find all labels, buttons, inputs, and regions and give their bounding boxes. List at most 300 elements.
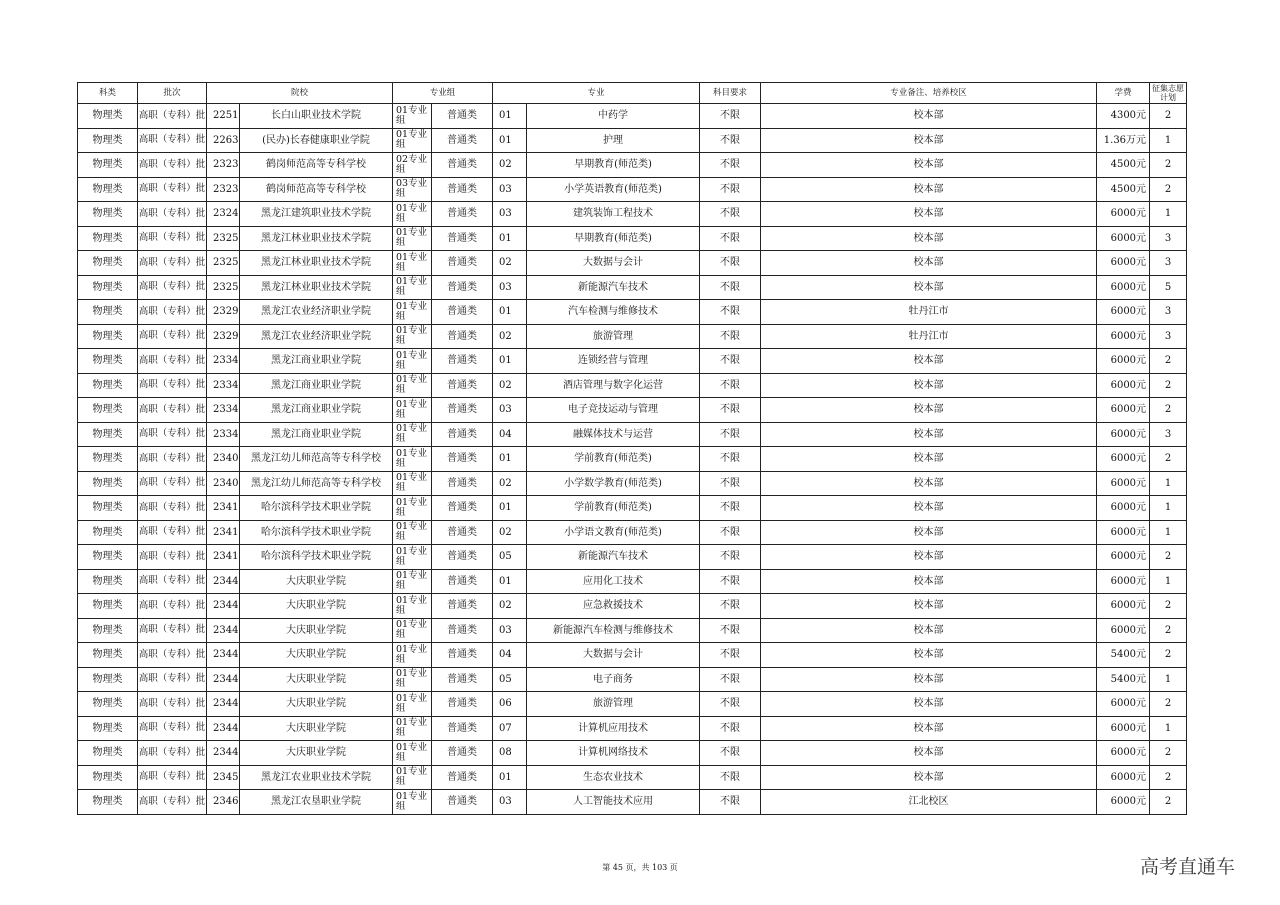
cell-subject-requirement: 不限 (700, 741, 761, 766)
table-row (78, 128, 1187, 153)
table-row (78, 373, 1187, 398)
cell-school-name: 黑龙江农垦职业学院 (240, 790, 393, 815)
cell-major-name: 计算机网络技术 (527, 741, 700, 766)
cell-subject: 物理类 (78, 569, 138, 594)
cell-subject: 物理类 (78, 226, 138, 251)
cell-major-name: 电子竞技运动与管理 (527, 398, 700, 423)
cell-fee: 6000元 (1097, 765, 1150, 790)
cell-fee: 4500元 (1097, 177, 1150, 202)
cell-plan: 3 (1150, 422, 1187, 447)
cell-group-type: 普通类 (432, 324, 493, 349)
cell-group: 01专业组 (393, 594, 432, 619)
cell-school-name: 大庆职业学院 (240, 594, 393, 619)
cell-major-code: 02 (493, 520, 527, 545)
table-row (78, 545, 1187, 570)
cell-school-name: 哈尔滨科学技术职业学院 (240, 496, 393, 521)
cell-major-name: 建筑装饰工程技术 (527, 202, 700, 227)
table-row (78, 790, 1187, 815)
cell-plan: 1 (1150, 496, 1187, 521)
cell-major-name: 旅游管理 (527, 324, 700, 349)
cell-fee: 6000元 (1097, 251, 1150, 276)
cell-plan: 5 (1150, 275, 1187, 300)
table-row (78, 692, 1187, 717)
cell-school-code: 2346 (207, 790, 240, 815)
cell-school-code: 2323 (207, 177, 240, 202)
cell-major-code: 01 (493, 496, 527, 521)
table-row (78, 153, 1187, 178)
cell-batch: 高职（专科）批 (138, 153, 207, 178)
cell-school-code: 2263 (207, 128, 240, 153)
cell-subject: 物理类 (78, 471, 138, 496)
cell-subject-requirement: 不限 (700, 520, 761, 545)
cell-school-code: 2324 (207, 202, 240, 227)
cell-major-code: 05 (493, 545, 527, 570)
cell-school-name: 黑龙江农业经济职业学院 (240, 300, 393, 325)
cell-subject-requirement: 不限 (700, 447, 761, 472)
cell-group: 01专业组 (393, 373, 432, 398)
header-group: 专业组 (393, 83, 493, 104)
cell-subject: 物理类 (78, 373, 138, 398)
cell-major-name: 小学数学教育(师范类) (527, 471, 700, 496)
cell-major-code: 01 (493, 128, 527, 153)
cell-batch: 高职（专科）批 (138, 667, 207, 692)
cell-school-name: 大庆职业学院 (240, 716, 393, 741)
cell-group-type: 普通类 (432, 643, 493, 668)
cell-subject: 物理类 (78, 177, 138, 202)
cell-note: 校本部 (761, 692, 1097, 717)
cell-group-type: 普通类 (432, 594, 493, 619)
cell-plan: 2 (1150, 643, 1187, 668)
cell-batch: 高职（专科）批 (138, 741, 207, 766)
cell-school-name: 黑龙江幼儿师范高等专科学校 (240, 471, 393, 496)
cell-note: 校本部 (761, 545, 1097, 570)
cell-school-name: 黑龙江农业职业技术学院 (240, 765, 393, 790)
cell-plan: 2 (1150, 447, 1187, 472)
cell-subject-requirement: 不限 (700, 545, 761, 570)
cell-plan: 2 (1150, 104, 1187, 129)
cell-major-code: 01 (493, 447, 527, 472)
cell-school-code: 2341 (207, 520, 240, 545)
cell-batch: 高职（专科）批 (138, 275, 207, 300)
cell-batch: 高职（专科）批 (138, 643, 207, 668)
cell-group: 02专业组 (393, 153, 432, 178)
cell-subject-requirement: 不限 (700, 667, 761, 692)
cell-group: 01专业组 (393, 447, 432, 472)
cell-school-name: 大庆职业学院 (240, 692, 393, 717)
cell-subject: 物理类 (78, 202, 138, 227)
cell-subject: 物理类 (78, 398, 138, 423)
cell-fee: 1.36万元 (1097, 128, 1150, 153)
table-row (78, 643, 1187, 668)
cell-fee: 6000元 (1097, 594, 1150, 619)
cell-major-code: 02 (493, 471, 527, 496)
cell-school-code: 2345 (207, 765, 240, 790)
cell-school-code: 2323 (207, 153, 240, 178)
cell-subject-requirement: 不限 (700, 716, 761, 741)
cell-group-type: 普通类 (432, 398, 493, 423)
table-row (78, 104, 1187, 129)
cell-school-code: 2344 (207, 594, 240, 619)
cell-batch: 高职（专科）批 (138, 765, 207, 790)
cell-school-code: 2334 (207, 422, 240, 447)
cell-group-type: 普通类 (432, 153, 493, 178)
cell-batch: 高职（专科）批 (138, 349, 207, 374)
cell-note: 校本部 (761, 128, 1097, 153)
cell-note: 校本部 (761, 716, 1097, 741)
cell-note: 校本部 (761, 275, 1097, 300)
cell-school-code: 2341 (207, 496, 240, 521)
cell-major-name: 护理 (527, 128, 700, 153)
cell-batch: 高职（专科）批 (138, 471, 207, 496)
cell-major-code: 01 (493, 300, 527, 325)
cell-major-name: 大数据与会计 (527, 643, 700, 668)
cell-school-code: 2334 (207, 373, 240, 398)
cell-major-name: 应用化工技术 (527, 569, 700, 594)
cell-group: 01专业组 (393, 324, 432, 349)
cell-fee: 6000元 (1097, 324, 1150, 349)
cell-group: 01专业组 (393, 275, 432, 300)
cell-school-name: 哈尔滨科学技术职业学院 (240, 520, 393, 545)
cell-fee: 6000元 (1097, 447, 1150, 472)
cell-plan: 3 (1150, 300, 1187, 325)
cell-batch: 高职（专科）批 (138, 128, 207, 153)
cell-school-code: 2325 (207, 251, 240, 276)
cell-group-type: 普通类 (432, 422, 493, 447)
cell-major-code: 01 (493, 349, 527, 374)
cell-note: 牡丹江市 (761, 324, 1097, 349)
cell-batch: 高职（专科）批 (138, 790, 207, 815)
cell-fee: 5400元 (1097, 667, 1150, 692)
cell-note: 牡丹江市 (761, 300, 1097, 325)
cell-batch: 高职（专科）批 (138, 594, 207, 619)
cell-fee: 4500元 (1097, 153, 1150, 178)
cell-fee: 6000元 (1097, 545, 1150, 570)
cell-group-type: 普通类 (432, 128, 493, 153)
cell-plan: 3 (1150, 251, 1187, 276)
cell-plan: 1 (1150, 569, 1187, 594)
cell-major-name: 小学英语教育(师范类) (527, 177, 700, 202)
cell-subject: 物理类 (78, 496, 138, 521)
cell-subject-requirement: 不限 (700, 349, 761, 374)
cell-subject: 物理类 (78, 153, 138, 178)
cell-fee: 6000元 (1097, 202, 1150, 227)
cell-batch: 高职（专科）批 (138, 177, 207, 202)
cell-subject: 物理类 (78, 349, 138, 374)
cell-subject-requirement: 不限 (700, 128, 761, 153)
cell-group-type: 普通类 (432, 349, 493, 374)
cell-note: 校本部 (761, 667, 1097, 692)
cell-school-name: 黑龙江林业职业技术学院 (240, 275, 393, 300)
cell-school-name: 黑龙江商业职业学院 (240, 422, 393, 447)
cell-school-code: 2334 (207, 398, 240, 423)
admission-plan-table (77, 82, 1187, 815)
table-row (78, 496, 1187, 521)
header-school: 院校 (207, 83, 393, 104)
cell-major-code: 01 (493, 765, 527, 790)
cell-subject-requirement: 不限 (700, 496, 761, 521)
cell-batch: 高职（专科）批 (138, 251, 207, 276)
cell-note: 校本部 (761, 765, 1097, 790)
cell-subject-requirement: 不限 (700, 790, 761, 815)
cell-school-name: 大庆职业学院 (240, 643, 393, 668)
cell-fee: 6000元 (1097, 422, 1150, 447)
cell-school-code: 2325 (207, 226, 240, 251)
cell-group: 01专业组 (393, 545, 432, 570)
cell-major-name: 生态农业技术 (527, 765, 700, 790)
cell-group: 01专业组 (393, 790, 432, 815)
cell-group: 01专业组 (393, 202, 432, 227)
cell-fee: 6000元 (1097, 373, 1150, 398)
cell-group: 01专业组 (393, 398, 432, 423)
cell-group: 01专业组 (393, 741, 432, 766)
cell-school-name: 黑龙江林业职业技术学院 (240, 251, 393, 276)
cell-subject: 物理类 (78, 643, 138, 668)
cell-note: 校本部 (761, 177, 1097, 202)
cell-plan: 3 (1150, 226, 1187, 251)
table-row (78, 765, 1187, 790)
cell-subject: 物理类 (78, 545, 138, 570)
cell-batch: 高职（专科）批 (138, 618, 207, 643)
cell-group-type: 普通类 (432, 202, 493, 227)
cell-subject-requirement: 不限 (700, 226, 761, 251)
cell-major-code: 07 (493, 716, 527, 741)
cell-group-type: 普通类 (432, 765, 493, 790)
cell-subject-requirement: 不限 (700, 594, 761, 619)
cell-subject: 物理类 (78, 520, 138, 545)
cell-major-name: 应急救援技术 (527, 594, 700, 619)
cell-subject-requirement: 不限 (700, 104, 761, 129)
cell-plan: 2 (1150, 618, 1187, 643)
cell-note: 校本部 (761, 594, 1097, 619)
cell-major-code: 03 (493, 275, 527, 300)
cell-school-name: 黑龙江建筑职业技术学院 (240, 202, 393, 227)
cell-subject-requirement: 不限 (700, 398, 761, 423)
cell-major-code: 08 (493, 741, 527, 766)
cell-note: 校本部 (761, 447, 1097, 472)
cell-note: 校本部 (761, 226, 1097, 251)
cell-subject: 物理类 (78, 128, 138, 153)
cell-major-code: 03 (493, 618, 527, 643)
cell-batch: 高职（专科）批 (138, 496, 207, 521)
cell-plan: 2 (1150, 765, 1187, 790)
cell-group-type: 普通类 (432, 251, 493, 276)
cell-group-type: 普通类 (432, 471, 493, 496)
cell-major-name: 学前教育(师范类) (527, 447, 700, 472)
cell-school-code: 2340 (207, 471, 240, 496)
cell-note: 校本部 (761, 520, 1097, 545)
cell-plan: 1 (1150, 520, 1187, 545)
cell-batch: 高职（专科）批 (138, 324, 207, 349)
cell-subject-requirement: 不限 (700, 373, 761, 398)
cell-major-code: 02 (493, 324, 527, 349)
cell-school-code: 2344 (207, 618, 240, 643)
cell-group-type: 普通类 (432, 692, 493, 717)
cell-note: 校本部 (761, 618, 1097, 643)
cell-major-name: 人工智能技术应用 (527, 790, 700, 815)
cell-group-type: 普通类 (432, 520, 493, 545)
cell-subject: 物理类 (78, 716, 138, 741)
cell-school-code: 2344 (207, 643, 240, 668)
cell-fee: 6000元 (1097, 471, 1150, 496)
cell-school-name: 大庆职业学院 (240, 667, 393, 692)
cell-plan: 3 (1150, 324, 1187, 349)
cell-school-name: 鹤岗师范高等专科学校 (240, 177, 393, 202)
cell-fee: 6000元 (1097, 300, 1150, 325)
table-row (78, 422, 1187, 447)
cell-fee: 6000元 (1097, 275, 1150, 300)
cell-major-name: 新能源汽车技术 (527, 275, 700, 300)
cell-major-name: 大数据与会计 (527, 251, 700, 276)
cell-school-code: 2344 (207, 716, 240, 741)
table-row (78, 398, 1187, 423)
cell-group-type: 普通类 (432, 790, 493, 815)
table-row (78, 471, 1187, 496)
table-row (78, 177, 1187, 202)
cell-fee: 6000元 (1097, 716, 1150, 741)
cell-school-name: (民办)长春健康职业学院 (240, 128, 393, 153)
cell-subject-requirement: 不限 (700, 153, 761, 178)
table-row (78, 667, 1187, 692)
cell-fee: 6000元 (1097, 520, 1150, 545)
cell-school-code: 2251 (207, 104, 240, 129)
cell-school-name: 黑龙江幼儿师范高等专科学校 (240, 447, 393, 472)
cell-note: 校本部 (761, 471, 1097, 496)
cell-note: 校本部 (761, 569, 1097, 594)
watermark-logo-text: 高考直通车 (1140, 856, 1236, 878)
cell-subject-requirement: 不限 (700, 324, 761, 349)
cell-school-name: 黑龙江林业职业技术学院 (240, 226, 393, 251)
cell-subject-requirement: 不限 (700, 202, 761, 227)
table-row (78, 349, 1187, 374)
cell-fee: 6000元 (1097, 692, 1150, 717)
table-row (78, 741, 1187, 766)
cell-subject: 物理类 (78, 594, 138, 619)
cell-school-name: 大庆职业学院 (240, 741, 393, 766)
cell-major-name: 酒店管理与数字化运营 (527, 373, 700, 398)
cell-school-code: 2344 (207, 569, 240, 594)
cell-major-code: 03 (493, 790, 527, 815)
cell-major-code: 06 (493, 692, 527, 717)
cell-fee: 6000元 (1097, 618, 1150, 643)
cell-plan: 2 (1150, 177, 1187, 202)
cell-subject: 物理类 (78, 765, 138, 790)
cell-group: 01专业组 (393, 128, 432, 153)
cell-group: 01专业组 (393, 226, 432, 251)
cell-plan: 2 (1150, 692, 1187, 717)
table-row (78, 226, 1187, 251)
table-row (78, 251, 1187, 276)
cell-batch: 高职（专科）批 (138, 692, 207, 717)
cell-subject-requirement: 不限 (700, 643, 761, 668)
cell-plan: 2 (1150, 373, 1187, 398)
cell-subject: 物理类 (78, 618, 138, 643)
cell-subject-requirement: 不限 (700, 300, 761, 325)
cell-major-name: 中药学 (527, 104, 700, 129)
cell-subject-requirement: 不限 (700, 251, 761, 276)
cell-group-type: 普通类 (432, 545, 493, 570)
cell-subject-requirement: 不限 (700, 569, 761, 594)
cell-school-code: 2344 (207, 741, 240, 766)
header-plan: 征集志愿计划 (1150, 83, 1187, 104)
cell-note: 校本部 (761, 643, 1097, 668)
cell-fee: 6000元 (1097, 741, 1150, 766)
cell-batch: 高职（专科）批 (138, 422, 207, 447)
cell-major-code: 03 (493, 177, 527, 202)
cell-major-code: 02 (493, 373, 527, 398)
table-row (78, 520, 1187, 545)
cell-major-code: 02 (493, 251, 527, 276)
cell-fee: 4300元 (1097, 104, 1150, 129)
cell-major-code: 04 (493, 422, 527, 447)
cell-school-name: 长白山职业技术学院 (240, 104, 393, 129)
cell-major-name: 小学语文教育(师范类) (527, 520, 700, 545)
cell-school-name: 黑龙江商业职业学院 (240, 398, 393, 423)
cell-major-code: 05 (493, 667, 527, 692)
cell-major-name: 新能源汽车检测与维修技术 (527, 618, 700, 643)
cell-major-name: 学前教育(师范类) (527, 496, 700, 521)
table-row (78, 618, 1187, 643)
cell-note: 校本部 (761, 741, 1097, 766)
cell-note: 江北校区 (761, 790, 1097, 815)
cell-fee: 6000元 (1097, 349, 1150, 374)
header-major: 专业 (493, 83, 700, 104)
cell-group-type: 普通类 (432, 226, 493, 251)
cell-major-name: 电子商务 (527, 667, 700, 692)
table-row (78, 202, 1187, 227)
header-subject-requirement: 科目要求 (700, 83, 761, 104)
cell-plan: 1 (1150, 716, 1187, 741)
cell-group-type: 普通类 (432, 569, 493, 594)
cell-fee: 5400元 (1097, 643, 1150, 668)
cell-subject-requirement: 不限 (700, 471, 761, 496)
cell-note: 校本部 (761, 398, 1097, 423)
cell-plan: 2 (1150, 349, 1187, 374)
cell-subject-requirement: 不限 (700, 422, 761, 447)
cell-major-name: 新能源汽车技术 (527, 545, 700, 570)
cell-major-code: 02 (493, 153, 527, 178)
cell-plan: 2 (1150, 790, 1187, 815)
cell-plan: 2 (1150, 594, 1187, 619)
cell-group-type: 普通类 (432, 177, 493, 202)
cell-school-code: 2334 (207, 349, 240, 374)
cell-subject-requirement: 不限 (700, 177, 761, 202)
cell-note: 校本部 (761, 153, 1097, 178)
cell-batch: 高职（专科）批 (138, 716, 207, 741)
table-row (78, 447, 1187, 472)
cell-school-name: 黑龙江商业职业学院 (240, 349, 393, 374)
cell-subject: 物理类 (78, 251, 138, 276)
cell-batch: 高职（专科）批 (138, 398, 207, 423)
cell-subject: 物理类 (78, 790, 138, 815)
cell-group: 01专业组 (393, 251, 432, 276)
cell-school-code: 2329 (207, 324, 240, 349)
cell-fee: 6000元 (1097, 496, 1150, 521)
cell-note: 校本部 (761, 251, 1097, 276)
cell-school-name: 哈尔滨科学技术职业学院 (240, 545, 393, 570)
cell-school-name: 鹤岗师范高等专科学校 (240, 153, 393, 178)
cell-fee: 6000元 (1097, 790, 1150, 815)
cell-subject-requirement: 不限 (700, 692, 761, 717)
cell-subject: 物理类 (78, 275, 138, 300)
cell-note: 校本部 (761, 422, 1097, 447)
cell-note: 校本部 (761, 373, 1097, 398)
cell-group: 01专业组 (393, 643, 432, 668)
header-fee: 学费 (1097, 83, 1150, 104)
cell-group: 01专业组 (393, 692, 432, 717)
table-row (78, 716, 1187, 741)
cell-batch: 高职（专科）批 (138, 520, 207, 545)
cell-group-type: 普通类 (432, 716, 493, 741)
